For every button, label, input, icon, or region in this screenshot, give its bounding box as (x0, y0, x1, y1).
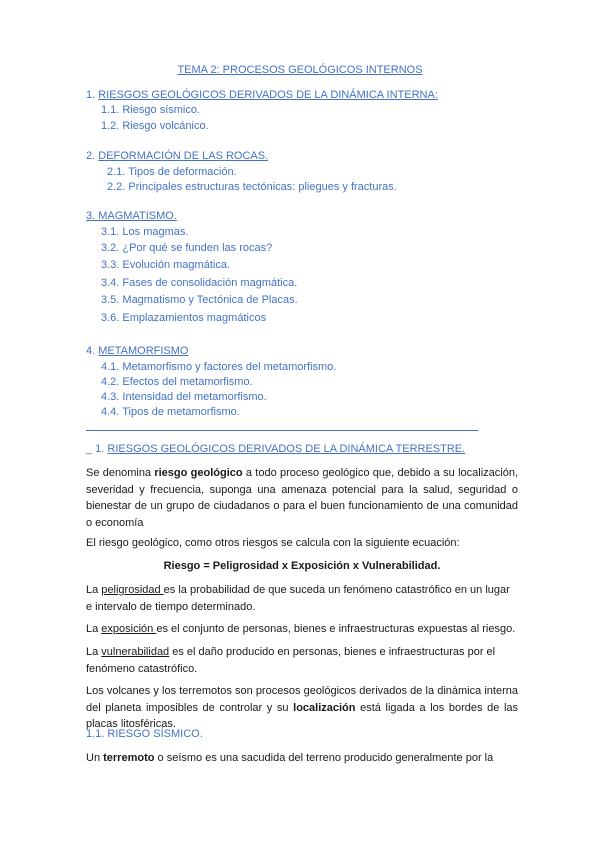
subsection-heading-riesgo-sismico: 1.1. RIESGO SÍSMICO. (86, 728, 203, 740)
toc-section-2-label: DEFORMACIÓN DE LAS ROCAS. (98, 150, 269, 162)
paragraph-definition (86, 465, 518, 531)
section-1-prefix: _ 1. (86, 443, 108, 455)
text-run: está ligada a los bordes de las placas litosféricas. (86, 701, 519, 730)
text-run: La (86, 646, 102, 658)
term-vulnerabilidad: vulnerabilidad (101, 646, 170, 658)
toc-section-4-number: 4. (86, 345, 99, 357)
toc-section-4[interactable] (86, 345, 188, 357)
section-1-heading (86, 443, 465, 455)
toc-item[interactable]: 3.6. Emplazamientos magmáticos (101, 312, 267, 324)
toc-item[interactable]: 3.2. ¿Por qué se funden las rocas? (101, 242, 273, 254)
paragraph-peligrosidad (86, 582, 518, 615)
term-peligrosidad: peligrosidad (101, 584, 164, 596)
text-run: La (86, 623, 102, 635)
text-run: Un (86, 752, 104, 764)
toc-section-2-number: 2. (86, 150, 99, 162)
toc-section-1[interactable] (86, 89, 438, 101)
term-riesgo-geologico: riesgo geológico (154, 467, 243, 479)
paragraph-exposicion (86, 621, 518, 638)
text-run: es la probabilidad de que suceda un fenómeno catastrófico en un lugar e intervalo de tiempo determinado. (86, 584, 510, 613)
toc-item[interactable]: 3.4. Fases de consolidación magmática. (101, 277, 298, 289)
toc-item[interactable]: 4.2. Efectos del metamorfismo. (101, 376, 253, 388)
toc-section-4-label: METAMORFISMO (98, 345, 189, 357)
text-run: La (86, 584, 102, 596)
toc-divider (86, 430, 478, 431)
paragraph-vulnerabilidad (86, 644, 518, 677)
toc-item[interactable]: 1.2. Riesgo volcánico. (101, 120, 209, 132)
toc-item[interactable]: 3.5. Magmatismo y Tectónica de Placas. (101, 294, 298, 306)
text-run: Se denomina (86, 467, 155, 479)
paragraph-equation-intro: El riesgo geológico, como otros riesgos se calcula con la siguiente ecuación: (86, 537, 460, 549)
toc-item[interactable]: 3.3. Evolución magmática. (101, 259, 231, 271)
toc-item[interactable]: 1.1. Riesgo sísmico. (101, 104, 201, 116)
toc-item[interactable]: 4.3. Intensidad del metamorfismo. (101, 391, 267, 403)
term-exposicion: exposición (101, 623, 157, 635)
text-run: o seísmo es una sacudida del terreno producido generalmente por la (154, 752, 494, 764)
term-terremoto: terremoto (103, 752, 155, 764)
term-localizacion: localización (293, 701, 356, 714)
toc-item[interactable]: 4.4. Tipos de metamorfismo. (101, 406, 240, 418)
toc-section-1-number: 1. (86, 89, 99, 101)
toc-section-1-label: RIESGOS GEOLÓGICOS DERIVADOS DE LA DINÁMICA INTERNA: (98, 89, 438, 101)
toc-item[interactable]: 2.2. Principales estructuras tectónicas: pliegues y fracturas. (107, 181, 397, 193)
toc-section-3[interactable]: 3. MAGMATISMO. (86, 210, 177, 222)
paragraph-volcanes-terremotos (86, 683, 518, 733)
toc-item[interactable]: 2.1. Tipos de deformación. (107, 166, 237, 178)
paragraph-terremoto (86, 750, 518, 767)
text-run: Los volcanes y los terremotos son procesos geológicos derivados de la dinámica interna del planeta imposibles de controlar y su (86, 685, 518, 714)
toc-item[interactable]: 4.1. Metamorfismo y factores del metamorfismo. (101, 361, 337, 373)
text-run: a todo proceso geológico que, debido a su localización, severidad y frecuencia, suponga una amenaza potencial para la salud, seguridad o bienestar de un grupo de ciudadanos o para el buen funcionamiento de una comunidad o economía (86, 467, 519, 529)
toc-item[interactable]: 3.1. Los magmas. (101, 226, 189, 238)
document-title: TEMA 2: PROCESOS GEOLÓGICOS INTERNOS (177, 64, 423, 76)
toc-section-2[interactable] (86, 150, 268, 162)
risk-formula: Riesgo = Peligrosidad x Exposición x Vulnerabilidad. (163, 560, 441, 572)
section-1-title: RIESGOS GEOLÓGICOS DERIVADOS DE LA DINÁMICA TERRESTRE. (107, 443, 466, 455)
text-run: es el conjunto de personas, bienes e infraestructuras expuestas al riesgo. (156, 623, 516, 635)
text-run: es el daño producido en personas, bienes e infraestructuras por el fenómeno catastrófico. (86, 646, 496, 675)
